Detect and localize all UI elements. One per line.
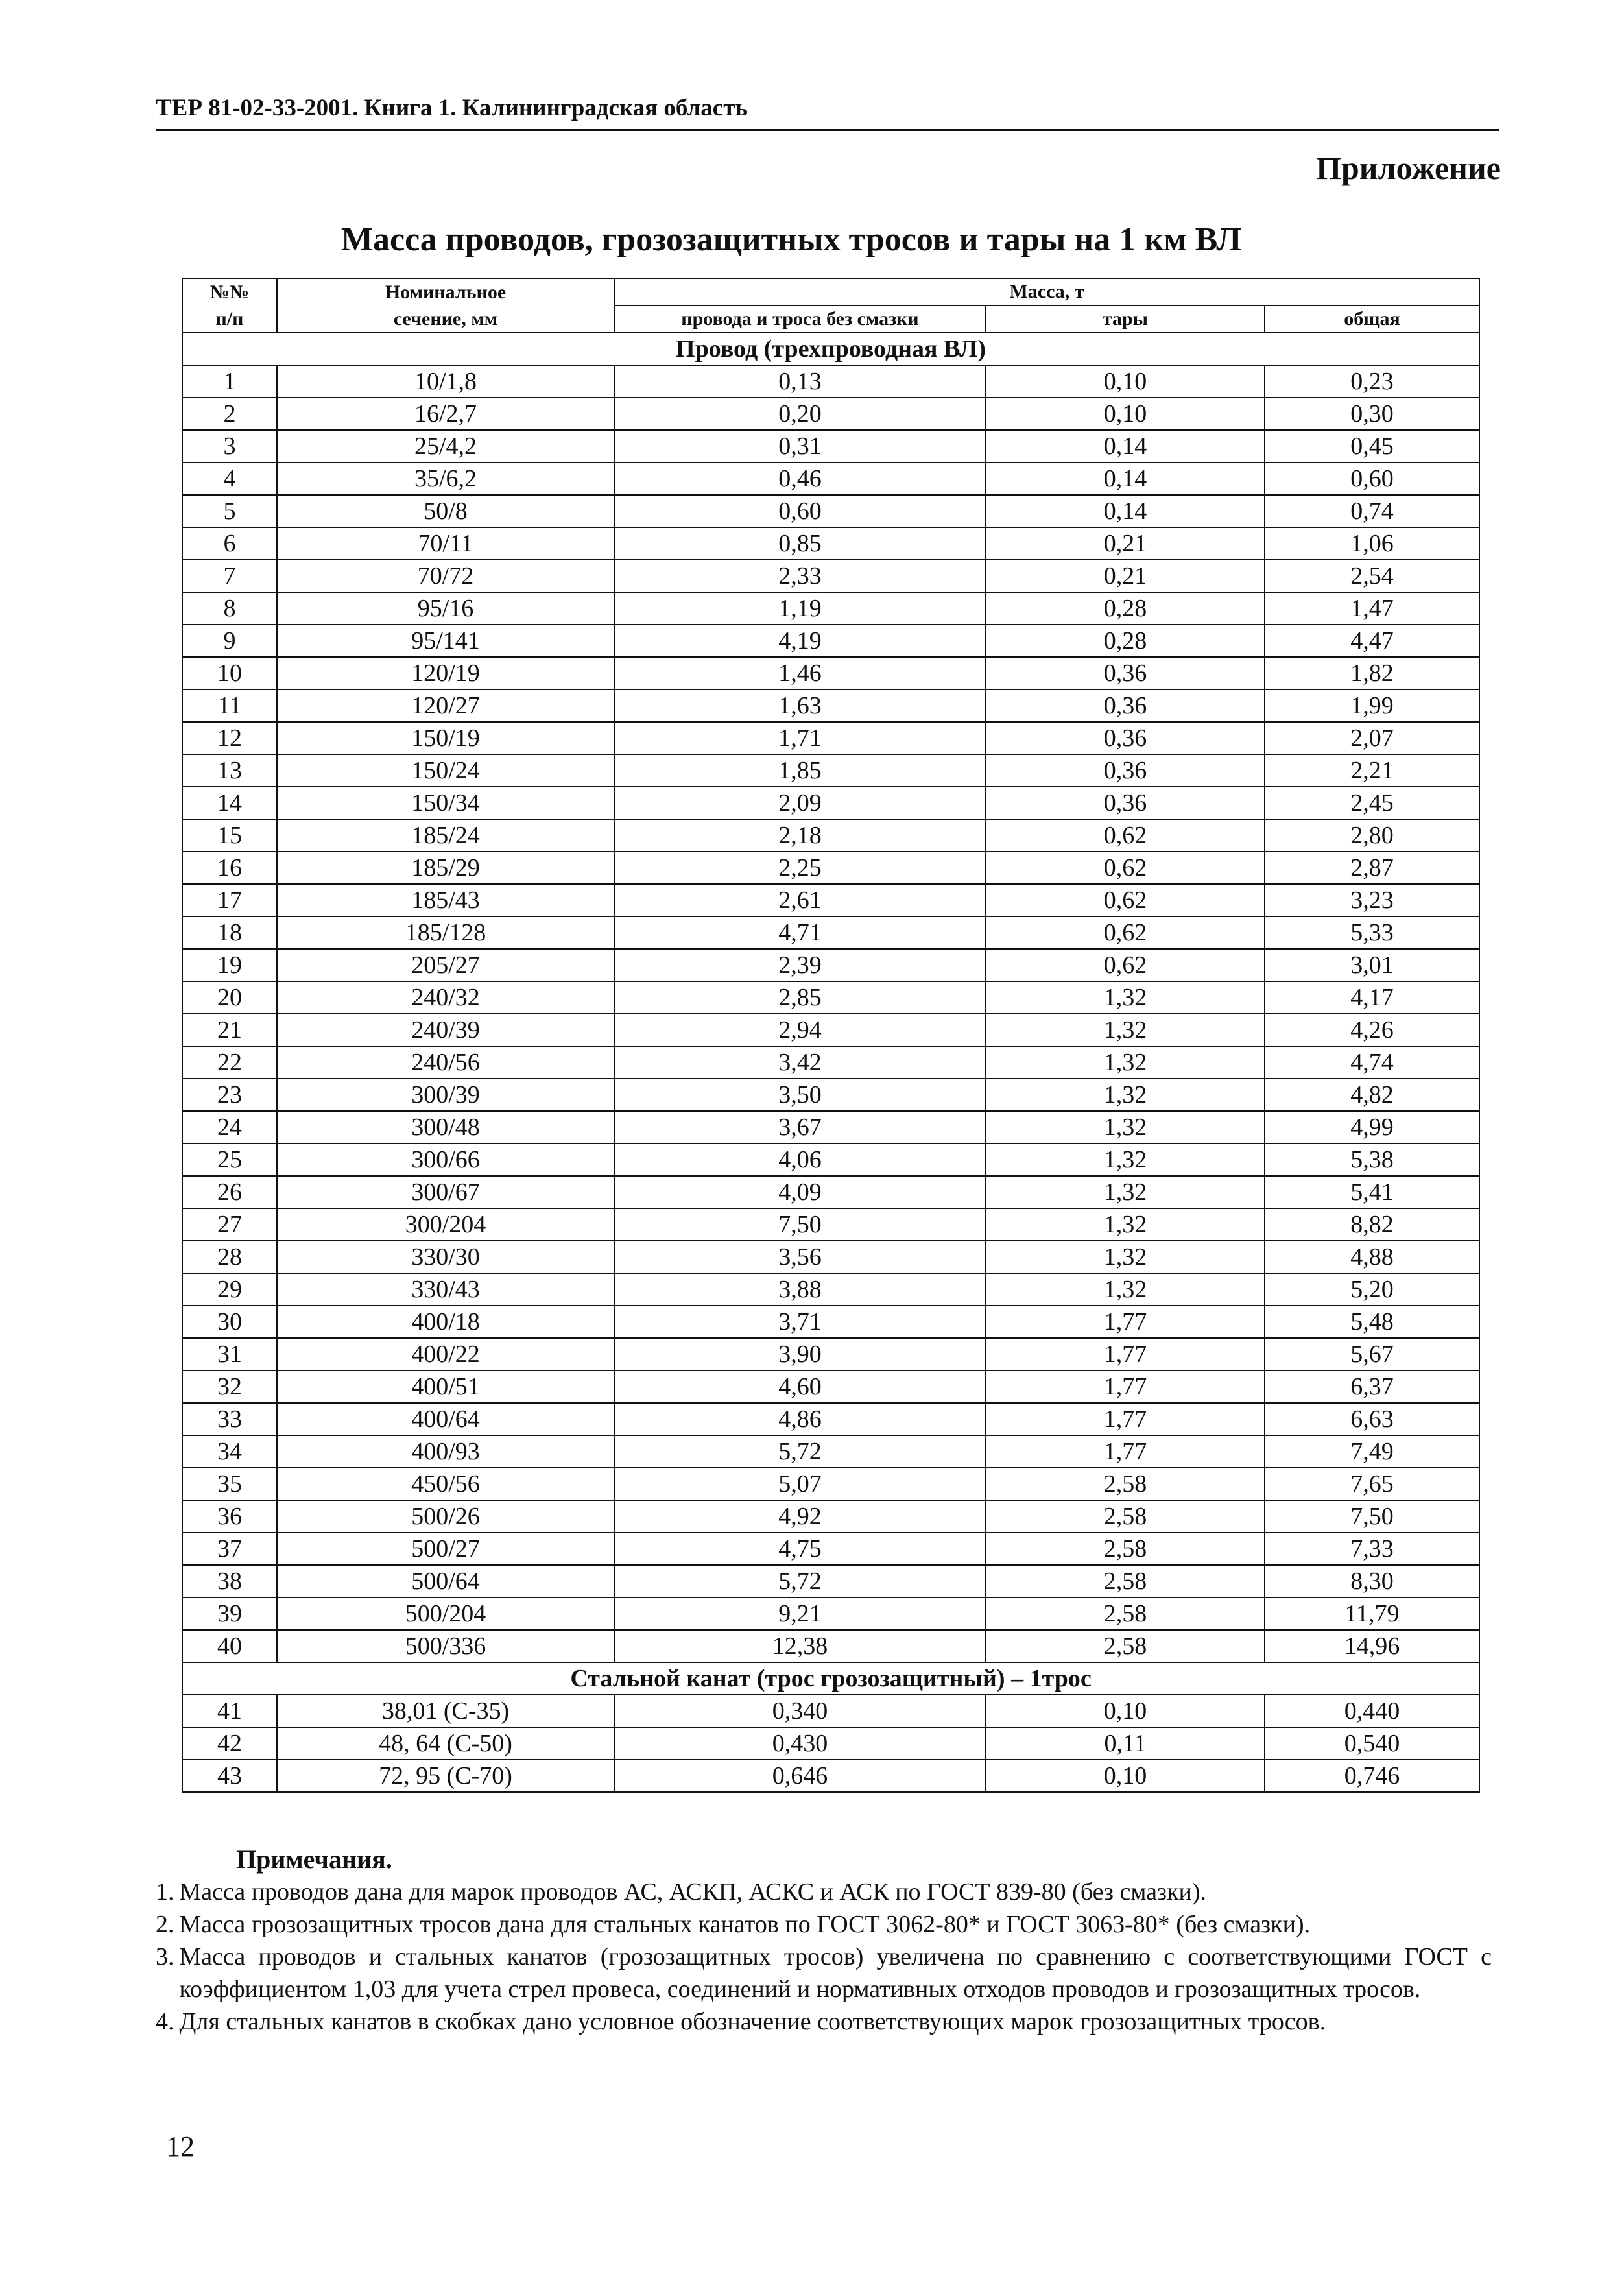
cell-number: 6 — [182, 527, 277, 560]
cell-number: 23 — [182, 1079, 277, 1111]
cell-mass-total: 3,01 — [1265, 949, 1479, 981]
cell-section: 400/93 — [277, 1435, 614, 1468]
note-number: 2. — [156, 1911, 174, 1938]
cell-mass-tare: 1,77 — [986, 1306, 1265, 1338]
cell-section: 120/27 — [277, 689, 614, 722]
cell-mass-tare: 1,32 — [986, 1273, 1265, 1306]
cell-section: 150/19 — [277, 722, 614, 754]
cell-section: 330/43 — [277, 1273, 614, 1306]
table-row — [182, 527, 1479, 560]
cell-mass-total: 4,99 — [1265, 1111, 1479, 1143]
cell-mass-wire: 1,85 — [614, 754, 986, 787]
cell-mass-total: 8,82 — [1265, 1208, 1479, 1241]
cell-number: 4 — [182, 462, 277, 495]
table-row — [182, 722, 1479, 754]
cell-mass-tare: 0,62 — [986, 949, 1265, 981]
note-item — [156, 1876, 1492, 1908]
cell-section: 500/26 — [277, 1500, 614, 1533]
cell-mass-total: 6,63 — [1265, 1403, 1479, 1435]
table-row — [182, 657, 1479, 689]
cell-number: 14 — [182, 787, 277, 819]
cell-number: 8 — [182, 592, 277, 625]
cell-section: 240/56 — [277, 1046, 614, 1079]
cell-mass-wire: 2,85 — [614, 981, 986, 1014]
table-row — [182, 1695, 1479, 1727]
cell-mass-total: 0,440 — [1265, 1695, 1479, 1727]
cell-section: 185/128 — [277, 916, 614, 949]
cell-mass-tare: 1,77 — [986, 1435, 1265, 1468]
cell-mass-tare: 1,32 — [986, 1079, 1265, 1111]
table-row — [182, 1241, 1479, 1273]
cell-section: 185/43 — [277, 884, 614, 916]
cell-mass-total: 0,23 — [1265, 365, 1479, 398]
cell-mass-wire: 4,75 — [614, 1533, 986, 1565]
cell-section: 240/39 — [277, 1014, 614, 1046]
cell-mass-wire: 3,50 — [614, 1079, 986, 1111]
cell-number: 22 — [182, 1046, 277, 1079]
cell-section: 500/27 — [277, 1533, 614, 1565]
cell-number: 39 — [182, 1597, 277, 1630]
header-mass-wire: провода и троса без смазки — [614, 305, 986, 333]
cell-mass-tare: 1,32 — [986, 1046, 1265, 1079]
cell-number: 35 — [182, 1468, 277, 1500]
cell-section: 150/34 — [277, 787, 614, 819]
cell-number: 12 — [182, 722, 277, 754]
table-row — [182, 592, 1479, 625]
cell-mass-tare: 0,10 — [986, 1695, 1265, 1727]
cell-number: 37 — [182, 1533, 277, 1565]
mass-table — [182, 278, 1480, 1793]
cell-mass-total: 1,06 — [1265, 527, 1479, 560]
cell-number: 43 — [182, 1760, 277, 1792]
cell-mass-tare: 0,36 — [986, 689, 1265, 722]
section-title: Провод (трехпроводная ВЛ) — [182, 333, 1479, 365]
cell-number: 3 — [182, 430, 277, 462]
cell-mass-wire: 3,42 — [614, 1046, 986, 1079]
cell-mass-total: 7,50 — [1265, 1500, 1479, 1533]
cell-mass-total: 0,60 — [1265, 462, 1479, 495]
note-number: 4. — [156, 2008, 174, 2035]
cell-mass-tare: 0,36 — [986, 787, 1265, 819]
cell-mass-wire: 2,18 — [614, 819, 986, 852]
cell-mass-total: 5,48 — [1265, 1306, 1479, 1338]
appendix-label: Приложение — [1316, 150, 1501, 186]
cell-mass-tare: 0,36 — [986, 754, 1265, 787]
cell-mass-total: 3,23 — [1265, 884, 1479, 916]
table-row — [182, 1143, 1479, 1176]
cell-mass-tare: 0,28 — [986, 625, 1265, 657]
cell-mass-wire: 2,33 — [614, 560, 986, 592]
table-row — [182, 819, 1479, 852]
cell-mass-wire: 1,63 — [614, 689, 986, 722]
cell-section: 300/67 — [277, 1176, 614, 1208]
cell-mass-tare: 0,14 — [986, 495, 1265, 527]
cell-mass-total: 5,20 — [1265, 1273, 1479, 1306]
cell-mass-tare: 0,10 — [986, 1760, 1265, 1792]
cell-section: 70/72 — [277, 560, 614, 592]
cell-mass-tare: 1,77 — [986, 1338, 1265, 1370]
table-row — [182, 1760, 1479, 1792]
table-row — [182, 1370, 1479, 1403]
table-header-row-2 — [182, 305, 1479, 333]
cell-mass-total: 2,07 — [1265, 722, 1479, 754]
cell-mass-tare: 1,77 — [986, 1370, 1265, 1403]
table-row — [182, 1597, 1479, 1630]
cell-mass-tare: 1,32 — [986, 1241, 1265, 1273]
cell-mass-total: 1,82 — [1265, 657, 1479, 689]
cell-section: 35/6,2 — [277, 462, 614, 495]
table-row — [182, 884, 1479, 916]
header-section-line1: Номинальное — [277, 278, 614, 305]
cell-mass-wire: 4,71 — [614, 916, 986, 949]
cell-number: 33 — [182, 1403, 277, 1435]
cell-mass-wire: 9,21 — [614, 1597, 986, 1630]
table-row — [182, 1046, 1479, 1079]
cell-mass-tare: 0,62 — [986, 819, 1265, 852]
cell-mass-tare: 2,58 — [986, 1630, 1265, 1662]
cell-mass-tare: 0,10 — [986, 365, 1265, 398]
cell-number: 2 — [182, 398, 277, 430]
cell-mass-total: 14,96 — [1265, 1630, 1479, 1662]
cell-mass-tare: 2,58 — [986, 1533, 1265, 1565]
note-text: Масса грозозащитных тросов дана для стальных канатов по ГОСТ 3062-80* и ГОСТ 3063-80* (без смазки). — [179, 1911, 1311, 1938]
cell-number: 18 — [182, 916, 277, 949]
cell-mass-total: 0,45 — [1265, 430, 1479, 462]
cell-section: 240/32 — [277, 981, 614, 1014]
cell-mass-tare: 2,58 — [986, 1597, 1265, 1630]
cell-section: 205/27 — [277, 949, 614, 981]
table-row — [182, 1338, 1479, 1370]
cell-mass-wire: 3,56 — [614, 1241, 986, 1273]
cell-number: 10 — [182, 657, 277, 689]
cell-mass-total: 2,21 — [1265, 754, 1479, 787]
cell-mass-wire: 3,67 — [614, 1111, 986, 1143]
table-row — [182, 1014, 1479, 1046]
cell-mass-total: 6,37 — [1265, 1370, 1479, 1403]
cell-mass-tare: 2,58 — [986, 1565, 1265, 1597]
cell-mass-tare: 1,32 — [986, 1014, 1265, 1046]
cell-mass-tare: 0,10 — [986, 398, 1265, 430]
table-row — [182, 689, 1479, 722]
table-row — [182, 1079, 1479, 1111]
cell-section: 38,01 (С-35) — [277, 1695, 614, 1727]
cell-mass-wire: 0,13 — [614, 365, 986, 398]
cell-mass-wire: 0,31 — [614, 430, 986, 462]
cell-mass-total: 2,80 — [1265, 819, 1479, 852]
table-row — [182, 462, 1479, 495]
cell-section: 400/22 — [277, 1338, 614, 1370]
note-text: Масса проводов и стальных канатов (грозозащитных тросов) увеличена по сравнению с соответствующими ГОСТ с коэффициентом 1,03 для учета стрел провеса, соединений и нормативных отходов проводов и грозозащитных тросов. — [179, 1943, 1492, 2003]
cell-number: 20 — [182, 981, 277, 1014]
cell-mass-total: 2,87 — [1265, 852, 1479, 884]
cell-number: 41 — [182, 1695, 277, 1727]
cell-mass-total: 7,49 — [1265, 1435, 1479, 1468]
cell-mass-total: 0,30 — [1265, 398, 1479, 430]
cell-mass-total: 5,33 — [1265, 916, 1479, 949]
cell-section: 300/204 — [277, 1208, 614, 1241]
table-row — [182, 1500, 1479, 1533]
cell-mass-tare: 0,28 — [986, 592, 1265, 625]
cell-mass-wire: 2,09 — [614, 787, 986, 819]
table-row — [182, 754, 1479, 787]
cell-mass-total: 4,88 — [1265, 1241, 1479, 1273]
cell-mass-total: 0,540 — [1265, 1727, 1479, 1760]
cell-section: 50/8 — [277, 495, 614, 527]
cell-number: 17 — [182, 884, 277, 916]
document-header: ТЕР 81-02-33-2001. Книга 1. Калининградская область — [156, 96, 1499, 131]
table-row — [182, 1273, 1479, 1306]
cell-number: 19 — [182, 949, 277, 981]
cell-number: 16 — [182, 852, 277, 884]
cell-mass-total: 5,41 — [1265, 1176, 1479, 1208]
cell-mass-total: 1,47 — [1265, 592, 1479, 625]
cell-mass-wire: 2,25 — [614, 852, 986, 884]
cell-section: 300/66 — [277, 1143, 614, 1176]
cell-mass-tare: 0,14 — [986, 430, 1265, 462]
cell-section: 500/204 — [277, 1597, 614, 1630]
cell-mass-total: 4,17 — [1265, 981, 1479, 1014]
cell-mass-wire: 1,19 — [614, 592, 986, 625]
cell-section: 500/64 — [277, 1565, 614, 1597]
cell-mass-wire: 2,39 — [614, 949, 986, 981]
note-number: 3. — [156, 1943, 174, 1970]
cell-number: 28 — [182, 1241, 277, 1273]
cell-mass-tare: 1,32 — [986, 981, 1265, 1014]
table-row — [182, 787, 1479, 819]
cell-mass-tare: 1,77 — [986, 1403, 1265, 1435]
cell-mass-tare: 0,62 — [986, 852, 1265, 884]
cell-mass-tare: 0,62 — [986, 916, 1265, 949]
cell-section: 400/64 — [277, 1403, 614, 1435]
cell-mass-tare: 0,36 — [986, 722, 1265, 754]
cell-section: 500/336 — [277, 1630, 614, 1662]
cell-mass-tare: 2,58 — [986, 1500, 1265, 1533]
table-row — [182, 1468, 1479, 1500]
cell-number: 15 — [182, 819, 277, 852]
note-number: 1. — [156, 1878, 174, 1906]
cell-number: 13 — [182, 754, 277, 787]
cell-mass-total: 8,30 — [1265, 1565, 1479, 1597]
cell-mass-tare: 0,11 — [986, 1727, 1265, 1760]
cell-number: 5 — [182, 495, 277, 527]
table-row — [182, 1727, 1479, 1760]
cell-number: 9 — [182, 625, 277, 657]
table-row — [182, 1565, 1479, 1597]
cell-mass-wire: 4,19 — [614, 625, 986, 657]
table-row — [182, 398, 1479, 430]
cell-section: 450/56 — [277, 1468, 614, 1500]
cell-mass-wire: 1,71 — [614, 722, 986, 754]
cell-mass-wire: 3,71 — [614, 1306, 986, 1338]
cell-section: 185/24 — [277, 819, 614, 852]
cell-section: 25/4,2 — [277, 430, 614, 462]
cell-mass-wire: 4,60 — [614, 1370, 986, 1403]
cell-mass-total: 7,65 — [1265, 1468, 1479, 1500]
cell-number: 25 — [182, 1143, 277, 1176]
cell-section: 95/16 — [277, 592, 614, 625]
header-num-line2: п/п — [182, 305, 277, 333]
header-section-line2: сечение, мм — [277, 305, 614, 333]
cell-section: 70/11 — [277, 527, 614, 560]
header-mass: Масса, т — [614, 278, 1479, 305]
cell-mass-wire: 4,92 — [614, 1500, 986, 1533]
note-item — [156, 1908, 1492, 1941]
cell-mass-total: 1,99 — [1265, 689, 1479, 722]
cell-mass-total: 5,67 — [1265, 1338, 1479, 1370]
cell-section: 48, 64 (С-50) — [277, 1727, 614, 1760]
cell-mass-wire: 5,72 — [614, 1565, 986, 1597]
cell-mass-tare: 0,21 — [986, 560, 1265, 592]
cell-mass-wire: 7,50 — [614, 1208, 986, 1241]
cell-number: 32 — [182, 1370, 277, 1403]
cell-mass-total: 2,45 — [1265, 787, 1479, 819]
section-row — [182, 333, 1479, 365]
cell-number: 42 — [182, 1727, 277, 1760]
cell-section: 72, 95 (С-70) — [277, 1760, 614, 1792]
table-row — [182, 1176, 1479, 1208]
cell-section: 16/2,7 — [277, 398, 614, 430]
table-title: Масса проводов, грозозащитных тросов и тары на 1 км ВЛ — [340, 221, 1242, 258]
cell-number: 24 — [182, 1111, 277, 1143]
cell-number: 1 — [182, 365, 277, 398]
header-mass-tare: тары — [986, 305, 1265, 333]
table-row — [182, 1111, 1479, 1143]
cell-number: 34 — [182, 1435, 277, 1468]
note-item — [156, 2005, 1492, 2038]
cell-mass-tare: 2,58 — [986, 1468, 1265, 1500]
cell-mass-total: 11,79 — [1265, 1597, 1479, 1630]
cell-number: 38 — [182, 1565, 277, 1597]
cell-mass-tare: 0,21 — [986, 527, 1265, 560]
cell-mass-wire: 5,07 — [614, 1468, 986, 1500]
table-row — [182, 625, 1479, 657]
note-text: Для стальных канатов в скобках дано условное обозначение соответствующих марок грозозащитных тросов. — [179, 2008, 1326, 2035]
note-item — [156, 1941, 1492, 2005]
table-row — [182, 495, 1479, 527]
cell-section: 95/141 — [277, 625, 614, 657]
header-mass-total: общая — [1265, 305, 1479, 333]
table-row — [182, 365, 1479, 398]
cell-section: 400/18 — [277, 1306, 614, 1338]
table-row — [182, 430, 1479, 462]
cell-mass-wire: 0,46 — [614, 462, 986, 495]
table-row — [182, 916, 1479, 949]
cell-mass-total: 5,38 — [1265, 1143, 1479, 1176]
cell-mass-wire: 4,86 — [614, 1403, 986, 1435]
table-row — [182, 1403, 1479, 1435]
cell-mass-tare: 1,32 — [986, 1143, 1265, 1176]
cell-mass-wire: 2,61 — [614, 884, 986, 916]
notes-title: Примечания. — [236, 1845, 392, 1874]
table-row — [182, 852, 1479, 884]
cell-mass-wire: 0,85 — [614, 527, 986, 560]
cell-section: 150/24 — [277, 754, 614, 787]
cell-section: 330/30 — [277, 1241, 614, 1273]
note-text: Масса проводов дана для марок проводов АС, АСКП, АСКС и АСК по ГОСТ 839-80 (без смазки). — [179, 1878, 1206, 1906]
cell-number: 36 — [182, 1500, 277, 1533]
cell-section: 185/29 — [277, 852, 614, 884]
table-row — [182, 1533, 1479, 1565]
cell-mass-tare: 1,32 — [986, 1176, 1265, 1208]
cell-mass-total: 7,33 — [1265, 1533, 1479, 1565]
cell-section: 10/1,8 — [277, 365, 614, 398]
cell-mass-wire: 2,94 — [614, 1014, 986, 1046]
cell-section: 120/19 — [277, 657, 614, 689]
cell-mass-wire: 3,88 — [614, 1273, 986, 1306]
cell-section: 300/48 — [277, 1111, 614, 1143]
cell-mass-wire: 3,90 — [614, 1338, 986, 1370]
cell-section: 300/39 — [277, 1079, 614, 1111]
table-body — [182, 333, 1479, 1792]
cell-mass-tare: 0,62 — [986, 884, 1265, 916]
table-row — [182, 949, 1479, 981]
section-row — [182, 1662, 1479, 1695]
cell-mass-total: 2,54 — [1265, 560, 1479, 592]
cell-mass-wire: 0,430 — [614, 1727, 986, 1760]
cell-number: 11 — [182, 689, 277, 722]
cell-mass-wire: 4,06 — [614, 1143, 986, 1176]
cell-mass-wire: 0,20 — [614, 398, 986, 430]
cell-mass-total: 4,26 — [1265, 1014, 1479, 1046]
cell-mass-tare: 0,14 — [986, 462, 1265, 495]
cell-section: 400/51 — [277, 1370, 614, 1403]
cell-mass-tare: 1,32 — [986, 1208, 1265, 1241]
section-title: Стальной канат (трос грозозащитный) – 1трос — [182, 1662, 1479, 1695]
cell-mass-tare: 1,32 — [986, 1111, 1265, 1143]
table-row — [182, 1306, 1479, 1338]
cell-number: 30 — [182, 1306, 277, 1338]
cell-number: 31 — [182, 1338, 277, 1370]
table-row — [182, 560, 1479, 592]
cell-number: 27 — [182, 1208, 277, 1241]
cell-mass-total: 4,82 — [1265, 1079, 1479, 1111]
cell-number: 21 — [182, 1014, 277, 1046]
cell-mass-total: 4,74 — [1265, 1046, 1479, 1079]
notes — [156, 1843, 1492, 2038]
table-header-row-1 — [182, 278, 1479, 305]
cell-mass-wire: 12,38 — [614, 1630, 986, 1662]
cell-mass-tare: 0,36 — [986, 657, 1265, 689]
cell-mass-total: 0,746 — [1265, 1760, 1479, 1792]
cell-mass-wire: 0,646 — [614, 1760, 986, 1792]
cell-mass-total: 0,74 — [1265, 495, 1479, 527]
cell-number: 40 — [182, 1630, 277, 1662]
cell-mass-total: 4,47 — [1265, 625, 1479, 657]
cell-number: 26 — [182, 1176, 277, 1208]
table-row — [182, 1630, 1479, 1662]
cell-number: 7 — [182, 560, 277, 592]
header-num-line1: №№ — [182, 278, 277, 305]
cell-mass-wire: 5,72 — [614, 1435, 986, 1468]
table-row — [182, 981, 1479, 1014]
page-number: 12 — [166, 2131, 195, 2162]
table-row — [182, 1208, 1479, 1241]
table-row — [182, 1435, 1479, 1468]
cell-mass-wire: 0,60 — [614, 495, 986, 527]
cell-mass-wire: 0,340 — [614, 1695, 986, 1727]
cell-mass-wire: 1,46 — [614, 657, 986, 689]
cell-number: 29 — [182, 1273, 277, 1306]
cell-mass-wire: 4,09 — [614, 1176, 986, 1208]
